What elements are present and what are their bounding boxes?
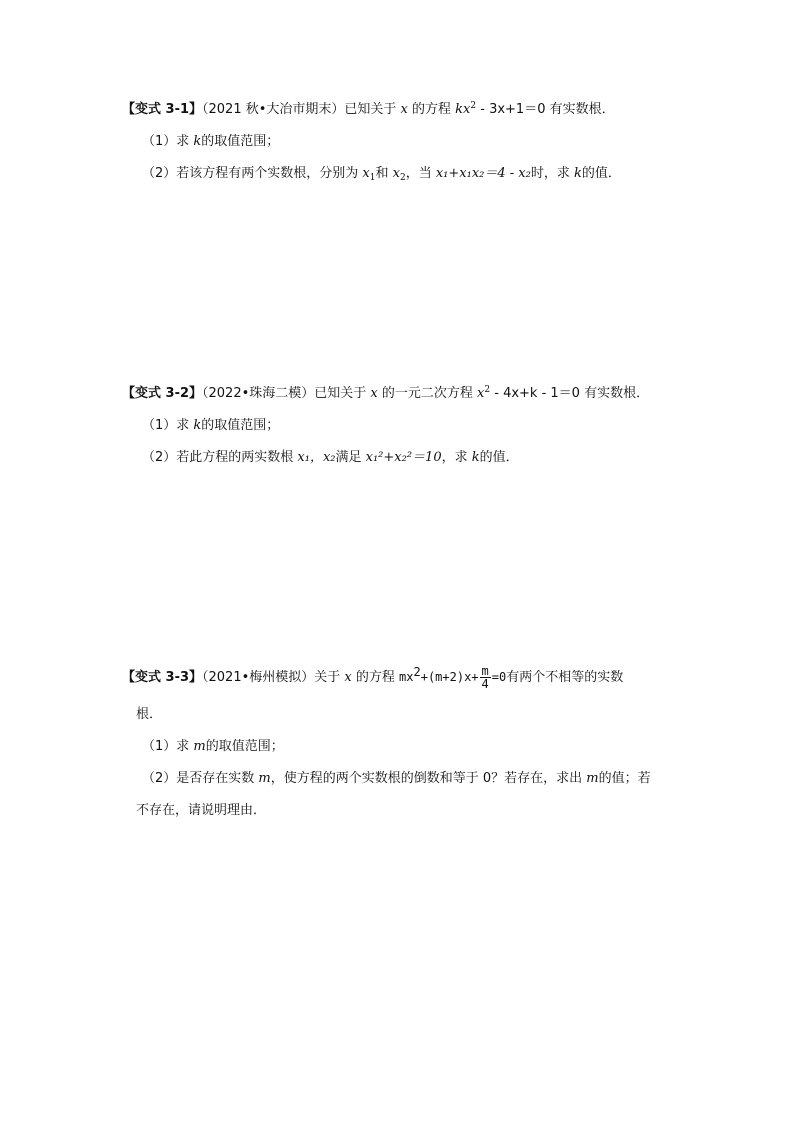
problem-stem-continued: 根．	[136, 707, 163, 722]
problem-source: （2021 秋•大冶市期末）	[202, 102, 345, 117]
problem-stem: 【变式 3-1】（2021 秋•大冶市期末）已知关于 x 的方程 $kx^2 - 3x+1=0$ 有实数根．	[122, 101, 615, 117]
question-1: （1）求 m的取值范围；	[142, 739, 284, 754]
question-2: （2）若此方程的两实数根 x₁，x₂满足 x₁²+x₂²＝10，求 k的值．	[142, 450, 519, 465]
problem-tag: 【变式 3-2】	[122, 386, 203, 401]
problem-stem: 【变式 3-2】（2022•珠海二模）已知关于 x 的一元二次方程 $x^2 - 4x+k - 1=0$ 有实数根．	[122, 385, 650, 401]
question-2-continued: 不存在，请说明理由．	[136, 803, 267, 818]
fraction: $\frac{m}{4}$	[481, 664, 489, 691]
question-2: （2）是否存在实数 m，使方程的两个实数根的倒数和等于 0？若存在，求出 m的值；若	[142, 771, 651, 786]
question-2: （2）若该方程有两个实数根，分别为 $x_1$和 $x_2$，当 x₁+x₁x₂＝4 - x₂时，求 k的值．	[142, 166, 621, 183]
problem-stem: 【变式 3-3】（2021•梅州模拟）关于 x 的方程 $mx^2+(m+2)x+$ $\frac{m}{4}$ =0有两个不相等的实数	[122, 664, 624, 691]
question-1: （1）求 k的取值范围；	[142, 134, 280, 149]
problem-tag: 【变式 3-1】	[122, 102, 203, 117]
problem-tag: 【变式 3-3】	[122, 670, 203, 685]
problem-source: （2022•珠海二模）	[202, 386, 315, 401]
question-1: （1）求 k的取值范围；	[142, 418, 280, 433]
problem-source: （2021•梅州模拟）	[202, 670, 315, 685]
